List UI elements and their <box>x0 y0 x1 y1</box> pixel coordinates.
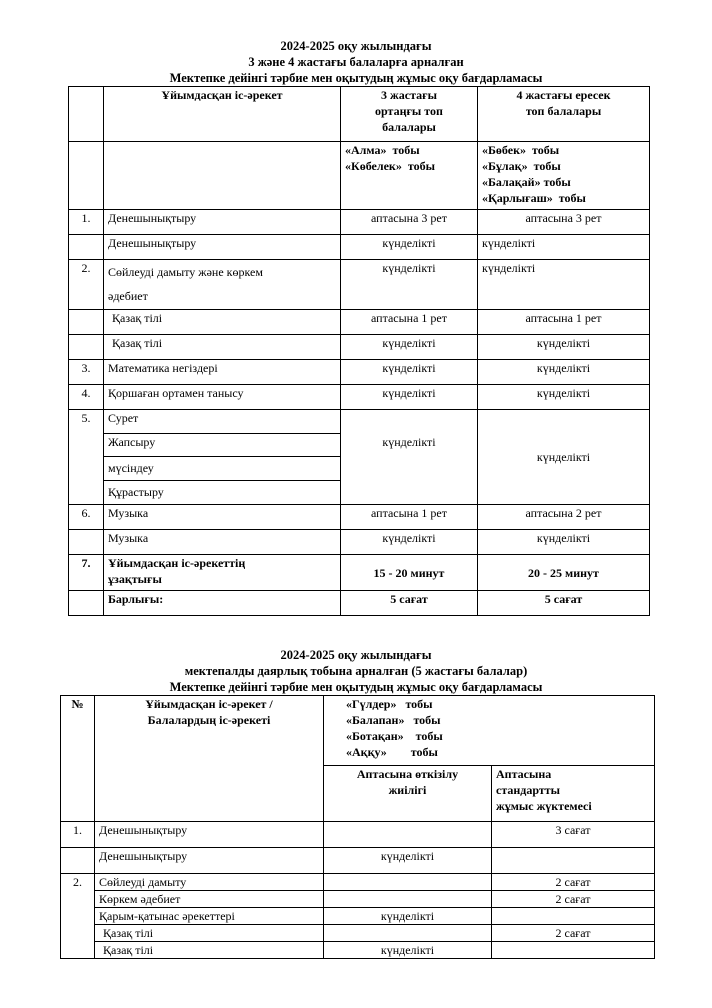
freq-3yo: күнделікті <box>341 260 478 310</box>
doc1-header-num <box>69 87 104 142</box>
freq-4yo: күнделікті <box>478 260 650 310</box>
row-number: 5. <box>69 410 104 505</box>
frequency <box>324 925 492 942</box>
activity-name: Сөйлеуді дамыту және көркем әдебиет <box>104 260 341 310</box>
frequency <box>324 891 492 908</box>
activity-name: Қарым-қатынас әрекеттері <box>95 908 324 925</box>
frequency <box>324 874 492 891</box>
activity-name: Қазақ тілі <box>95 925 324 942</box>
total-3yo: 5 сағат <box>341 591 478 616</box>
freq-4yo: күнделікті <box>478 360 650 385</box>
freq-3yo: күнделікті <box>341 235 478 260</box>
weekly-load: 2 сағат <box>492 925 655 942</box>
activity-name: Сурет <box>104 410 341 434</box>
row-number: 2. <box>61 874 95 959</box>
frequency: күнделікті <box>324 848 492 874</box>
doc1-header-4yo: 4 жастағы ересек топ балалары <box>478 87 650 142</box>
frequency <box>324 822 492 848</box>
duration-4yo: 20 - 25 минут <box>478 555 650 591</box>
row-number: 4. <box>69 385 104 410</box>
frequency: күнделікті <box>324 908 492 925</box>
activity-name: Жапсыру <box>104 434 341 457</box>
doc2-title-program: Мектепке дейінгі тәрбие мен оқытудың жұмыс оқу бағдарламасы <box>169 680 543 694</box>
total-4yo: 5 сағат <box>478 591 650 616</box>
total-label: Барлығы: <box>104 591 341 616</box>
doc2-table <box>60 695 655 959</box>
weekly-load: 3 сағат <box>492 822 655 848</box>
activity-name: мүсіндеу <box>104 457 341 481</box>
doc2-title-year: 2024-2025 оқу жылындағы <box>280 648 432 662</box>
weekly-load <box>492 908 655 925</box>
freq-4yo: аптасына 2 рет <box>478 505 650 530</box>
activity-name: Денешынықтыру <box>104 210 341 235</box>
freq-3yo: күнделікті <box>341 360 478 385</box>
doc1-table <box>68 86 650 616</box>
freq-4yo: аптасына 1 рет <box>478 310 650 335</box>
doc1-title-year: 2024-2025 оқу жылындағы <box>280 39 432 53</box>
freq-3yo: аптасына 3 рет <box>341 210 478 235</box>
freq-3yo: күнделікті <box>341 385 478 410</box>
activity-name: Қазақ тілі <box>95 942 324 959</box>
freq-3yo: аптасына 1 рет <box>341 505 478 530</box>
doc2-title-group: мектепалды даярлық тобына арналған (5 жастағы балалар) <box>184 664 528 678</box>
duration-3yo: 15 - 20 минут <box>341 555 478 591</box>
row-number: 6. <box>69 505 104 530</box>
freq-3yo: күнделікті <box>341 335 478 360</box>
activity-name: Ұйымдасқан іс-әрекеттің ұзақтығы <box>104 555 341 591</box>
weekly-load <box>492 848 655 874</box>
activity-name: Сөйлеуді дамыту <box>95 874 324 891</box>
frequency: күнделікті <box>324 942 492 959</box>
freq-3yo: күнделікті <box>341 530 478 555</box>
doc2-header-load: Аптасына стандартты жұмыс жүктемесі <box>492 766 655 822</box>
weekly-load: 2 сағат <box>492 874 655 891</box>
activity-name: Денешынықтыру <box>104 235 341 260</box>
doc2-header-activity: Ұйымдасқан іс-әрекет / Балалардың іс-әрекеті <box>95 696 324 822</box>
row-number: 7. <box>69 555 104 591</box>
freq-4yo: аптасына 3 рет <box>478 210 650 235</box>
doc1-groups-3yo: «Алма» тобы «Көбелек» тобы <box>341 142 478 210</box>
freq-4yo: күнделікті <box>478 385 650 410</box>
freq-4yo: күнделікті <box>478 235 650 260</box>
activity-name: Музыка <box>104 505 341 530</box>
doc1-groups-4yo: «Бөбек» тобы «Бұлақ» тобы «Балақай» тобы «Қарлығаш» тобы <box>478 142 650 210</box>
weekly-load <box>492 942 655 959</box>
row-number: 1. <box>61 822 95 848</box>
doc1-title-program: Мектепке дейінгі тәрбие мен оқытудың жұмыс оқу бағдарламасы <box>169 71 543 85</box>
activity-name: Құрастыру <box>104 481 341 505</box>
activity-name: Қазақ тілі <box>104 335 341 360</box>
activity-name: Музыка <box>104 530 341 555</box>
doc2-header-num: № <box>61 696 95 822</box>
freq-3yo: аптасына 1 рет <box>341 310 478 335</box>
freq-4yo: күнделікті <box>478 530 650 555</box>
activity-name: Көркем әдебиет <box>95 891 324 908</box>
freq-4yo: күнделікті <box>478 410 650 505</box>
doc1-header-3yo: 3 жастағы ортаңғы топ балалары <box>341 87 478 142</box>
freq-4yo: күнделікті <box>478 335 650 360</box>
doc2-header-groups: «Гүлдер» тобы «Балапан» тобы «Ботақан» тобы «Аққу» тобы <box>324 696 655 766</box>
doc1-header-activity: Ұйымдасқан іс-әрекет <box>104 87 341 142</box>
row-number: 2. <box>69 260 104 310</box>
doc1-title-age: 3 және 4 жастағы балаларға арналған <box>248 55 464 69</box>
freq-3yo: күнделікті <box>341 410 478 505</box>
activity-name: Қоршаған ортамен танысу <box>104 385 341 410</box>
activity-name: Денешынықтыру <box>95 822 324 848</box>
row-number: 3. <box>69 360 104 385</box>
row-number: 1. <box>69 210 104 235</box>
activity-name: Қазақ тілі <box>104 310 341 335</box>
activity-name: Математика негіздері <box>104 360 341 385</box>
doc2-header-frequency: Аптасына өткізілу жиілігі <box>324 766 492 822</box>
weekly-load: 2 сағат <box>492 891 655 908</box>
activity-name: Денешынықтыру <box>95 848 324 874</box>
